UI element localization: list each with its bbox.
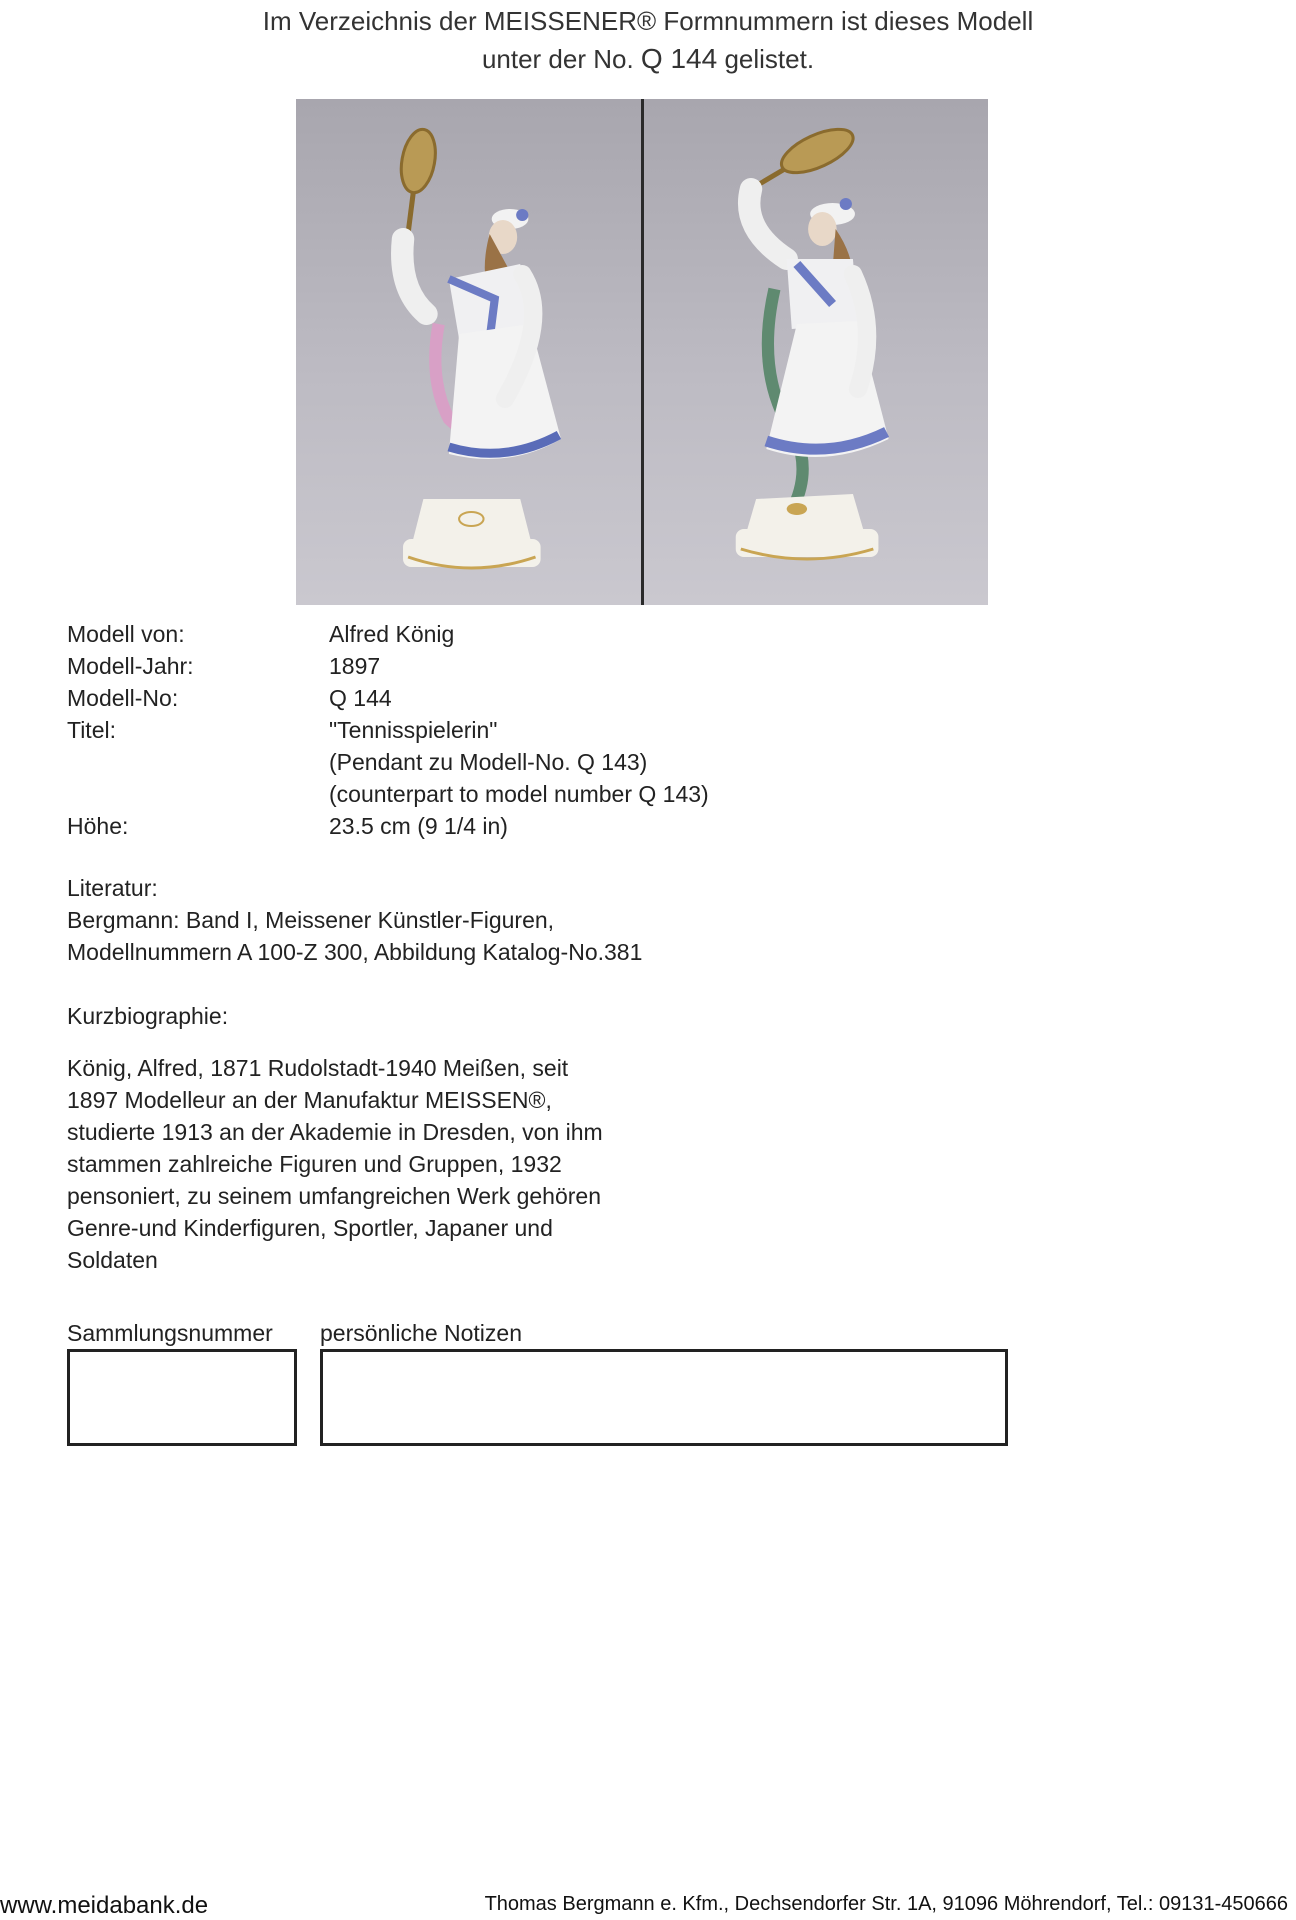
titel-counterpart: (counterpart to model number Q 143) xyxy=(329,781,709,807)
bio-line: König, Alfred, 1871 Rudolstadt-1940 Meißen, seit xyxy=(67,1055,569,1081)
bio-line: Genre-und Kinderfiguren, Sportler, Japaner und xyxy=(67,1215,553,1241)
biographie-heading: Kurzbiographie: xyxy=(67,1003,229,1029)
footer-website[interactable]: www.meidabank.de xyxy=(0,1892,209,1919)
biographie-text xyxy=(67,1052,603,1276)
modell-von-label: Modell von: xyxy=(67,621,185,647)
figurine-photos xyxy=(296,99,988,605)
sammlungsnummer-field[interactable] xyxy=(67,1349,297,1446)
row-hoehe xyxy=(67,810,709,842)
literatur-heading: Literatur: xyxy=(67,875,158,901)
figurine-photo-pink-sash xyxy=(296,99,641,605)
page-header xyxy=(0,0,1296,78)
modell-no-value: Q 144 xyxy=(329,685,392,711)
header-line-2 xyxy=(0,40,1296,78)
row-modell-no xyxy=(67,682,709,714)
modell-jahr-label: Modell-Jahr: xyxy=(67,653,194,679)
notizen-label: persönliche Notizen xyxy=(320,1320,523,1346)
bio-line: pensoniert, zu seinem umfangreichen Werk gehören xyxy=(67,1183,601,1209)
row-modell-von xyxy=(67,618,709,650)
modell-jahr-value: 1897 xyxy=(329,653,381,679)
header-suffix: gelistet. xyxy=(724,44,815,74)
hoehe-label: Höhe: xyxy=(67,813,129,839)
bio-line: Soldaten xyxy=(67,1247,158,1273)
hoehe-value: 23.5 cm (9 1/4 in) xyxy=(329,813,508,839)
bio-line: studierte 1913 an der Akademie in Dresden, von ihm xyxy=(67,1119,603,1145)
titel-value: "Tennisspielerin" xyxy=(329,717,498,743)
header-prefix: unter der No. xyxy=(481,44,634,74)
titel-pendant: (Pendant zu Modell-No. Q 143) xyxy=(329,749,648,775)
literatur-line-2: Modellnummern A 100-Z 300, Abbildung Katalog-No.381 xyxy=(67,939,643,965)
figurine-photo-green-sash xyxy=(644,99,989,605)
row-modell-jahr xyxy=(67,650,709,682)
header-line-1: Im Verzeichnis der MEISSENER® Formnummern ist dieses Modell xyxy=(262,6,1034,36)
header-model-no: Q 144 xyxy=(640,43,718,74)
modell-no-label: Modell-No: xyxy=(67,685,179,711)
notizen-field[interactable] xyxy=(320,1349,1008,1446)
model-details xyxy=(67,618,709,842)
modell-von-value: Alfred König xyxy=(329,621,455,647)
titel-label: Titel: xyxy=(67,717,116,743)
literatur-line-1: Bergmann: Band I, Meissener Künstler-Figuren, xyxy=(67,907,555,933)
footer-address: Thomas Bergmann e. Kfm., Dechsendorfer Str. 1A, 91096 Möhrendorf, Tel.: 09131-450666 xyxy=(484,1893,1288,1915)
bio-line: 1897 Modelleur an der Manufaktur MEISSEN®, xyxy=(67,1087,552,1113)
row-titel xyxy=(67,714,709,746)
literatur-section xyxy=(67,872,642,968)
bio-line: stammen zahlreiche Figuren und Gruppen, 1932 xyxy=(67,1151,562,1177)
sammlungsnummer-label: Sammlungsnummer xyxy=(67,1320,273,1346)
